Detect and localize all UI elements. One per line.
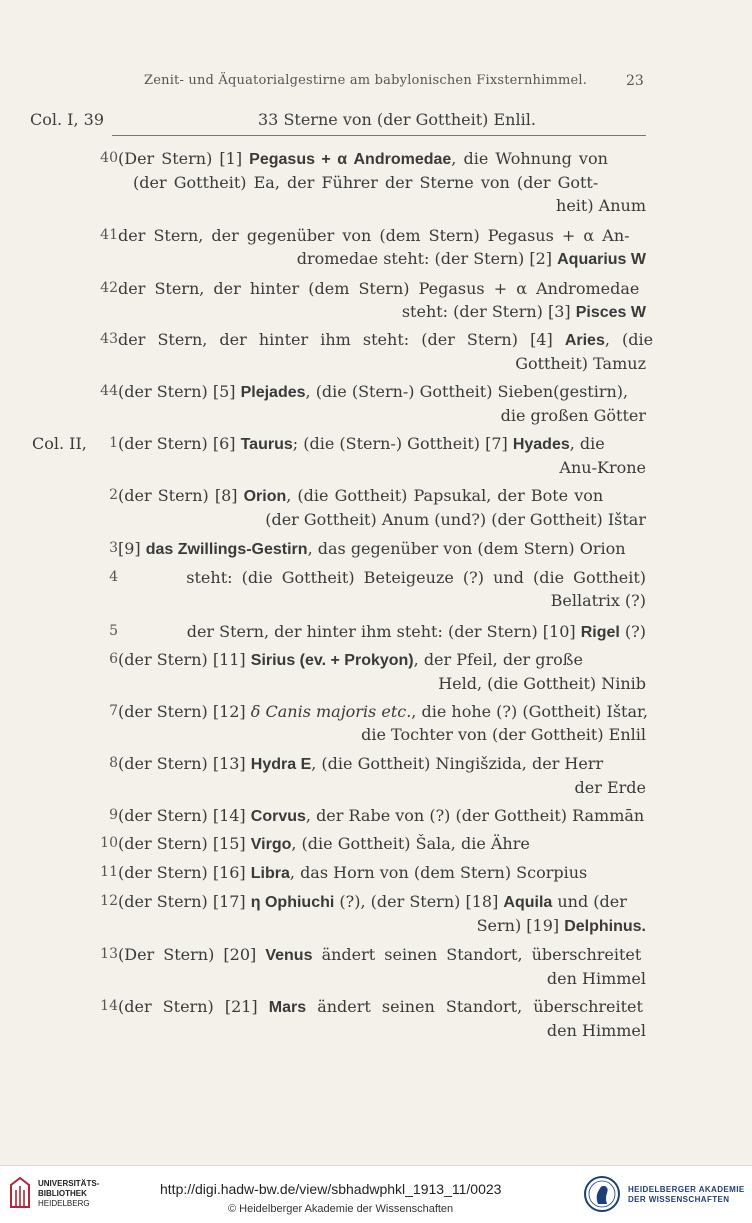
- entry-42: [100, 277, 646, 324]
- star-name: Pisces W: [575, 304, 646, 321]
- academy-seal-icon: [583, 1174, 621, 1214]
- library-name-line: BIBLIOTHEK: [38, 1189, 87, 1198]
- entry-text: (?), (der Stern) [18]: [334, 892, 504, 911]
- entry-text: (der Stern) [11]: [118, 650, 251, 669]
- star-name: Hyades: [512, 436, 570, 453]
- entry-text: (der Gottheit) Anum (und?) (der Gottheit) Ištar: [265, 510, 646, 529]
- entry-text: (der Stern) [14]: [118, 806, 251, 825]
- entry-text: , (die: [604, 330, 654, 349]
- entry-44: [100, 380, 646, 427]
- line-number: 6: [109, 651, 118, 667]
- entry-text: den Himmel: [546, 969, 646, 988]
- entry-col2-9: [109, 804, 646, 828]
- line-number: 43: [100, 331, 118, 347]
- star-name: Venus: [265, 947, 313, 964]
- star-name: Rigel: [580, 624, 620, 641]
- entry-43: [100, 328, 654, 375]
- entry-40: [100, 147, 646, 217]
- entry-text: und (der: [552, 892, 627, 911]
- line-number: 8: [109, 755, 118, 771]
- line-number: 1: [109, 435, 118, 451]
- star-name: das Zwillings-Gestirn: [145, 541, 308, 558]
- entry-text: (der Stern) [15]: [118, 834, 251, 853]
- entry-col2-12: [100, 890, 646, 938]
- line-number: 4: [109, 569, 118, 585]
- permalink-url[interactable]: http://digi.hadw-bw.de/view/sbhadwphkl_1913_11/0023: [160, 1181, 502, 1197]
- line-number: 9: [109, 807, 118, 823]
- line-number: 11: [100, 864, 118, 880]
- line-number: 12: [100, 893, 118, 909]
- line-number: 42: [100, 280, 118, 296]
- entry-text: , (die (Stern-) Gottheit) Sieben(gestirn),: [305, 382, 629, 401]
- entry-text: (der Stern) [17]: [118, 892, 251, 911]
- entry-text: (?): [619, 622, 646, 641]
- entry-col2-6: [109, 648, 646, 695]
- entry-text: steht: (der Stern) [3]: [401, 302, 576, 321]
- line-number: 13: [100, 946, 118, 962]
- academy-name-line: DER WISSENSCHAFTEN: [628, 1195, 730, 1204]
- entry-text: (Der Stern) [1]: [118, 149, 250, 168]
- entry-text: (der Stern) [12]: [118, 702, 251, 721]
- entry-text: (der Gottheit) Ea, der Führer der Sterne von (der Gott-: [133, 173, 599, 192]
- entry-text: (der Stern) [16]: [118, 863, 251, 882]
- column-label: Col. I, 39: [30, 110, 105, 129]
- star-name: Corvus: [250, 808, 306, 825]
- library-name-line: HEIDELBERG: [38, 1199, 90, 1208]
- entry-text: dromedae steht: (der Stern) [2]: [296, 249, 558, 268]
- entry-text: , (die Gottheit) Papsukal, der Bote von: [286, 486, 604, 505]
- entry-text: , das gegenüber von (dem Stern) Orion: [307, 539, 626, 558]
- line-number: 14: [100, 998, 118, 1014]
- entry-text: den Himmel: [546, 1021, 646, 1040]
- entry-text: , (die Gottheit) Šala, die Ähre: [291, 834, 530, 853]
- star-name: Hydra E: [250, 756, 312, 773]
- entry-text: , die hohe (?) (Gottheit) Ištar,: [411, 702, 648, 721]
- entry-text: Anu-Krone: [559, 458, 646, 477]
- library-name-line: UNIVERSITÄTS-: [38, 1179, 100, 1188]
- star-name: Aquila: [503, 894, 553, 911]
- entry-text: (der Stern) [21]: [118, 997, 269, 1016]
- entry-text: , (die Gottheit) Ningišzida, der Herr: [311, 754, 604, 773]
- header-rule: [112, 135, 646, 136]
- entry-text: die Tochter von (der Gottheit) Enlil: [361, 725, 646, 744]
- entry-text: (Der Stern) [20]: [118, 945, 266, 964]
- entry-text: Gottheit) Tamuz: [515, 354, 646, 373]
- entry-col2-8: [109, 752, 646, 799]
- entry-text: heit) Anum: [556, 196, 646, 215]
- copyright-notice: © Heidelberger Akademie der Wissenschaften: [228, 1203, 454, 1215]
- entry-col2-4: [109, 566, 646, 612]
- entry-text: , der Rabe von (?) (der Gottheit) Rammān: [305, 806, 645, 825]
- entry-text: der Stern, der hinter ihm steht: (der Stern) [4]: [118, 330, 565, 349]
- line-number: 3: [109, 540, 118, 556]
- line-number: 10: [100, 835, 118, 851]
- entry-text: (der Stern) [6]: [118, 434, 241, 453]
- entry-text: der Stern, der hinter ihm steht: (der Stern) [10]: [186, 622, 581, 641]
- column-label-2: Col. II,: [32, 434, 87, 453]
- entry-41: [100, 224, 646, 271]
- entry-text: der Stern, der hinter (dem Stern) Pegasus + α Andromedae: [118, 279, 640, 298]
- star-name: Plejades: [240, 384, 306, 401]
- entry-text: Bellatrix (?): [550, 591, 646, 610]
- line-number: 5: [109, 623, 118, 639]
- star-name: Sirius (ev. + Prokyon): [250, 652, 414, 669]
- entry-text: ; (die (Stern-) Gottheit) [7]: [292, 434, 513, 453]
- entry-text: (der Stern) [13]: [118, 754, 251, 773]
- page-number: 23: [626, 73, 644, 89]
- star-name: δ Canis majoris etc.: [250, 702, 412, 721]
- entry-col2-11: [100, 861, 646, 885]
- star-name: η Ophiuchi: [250, 894, 335, 911]
- line-number: 2: [109, 487, 118, 503]
- entry-col2-2: [109, 484, 646, 531]
- entry-text: [9]: [118, 539, 146, 558]
- entry-text: die großen Götter: [500, 406, 646, 425]
- entry-text: ändert seinen Standort, überschreitet: [306, 997, 643, 1016]
- section-title: 33 Sterne von (der Gottheit) Enlil.: [258, 110, 536, 129]
- entry-text: , die: [569, 434, 605, 453]
- line-number: 7: [109, 703, 118, 719]
- star-name: Mars: [268, 999, 307, 1016]
- line-number: 44: [100, 383, 118, 399]
- star-name: Libra: [250, 865, 290, 882]
- entry-text: (der Stern) [8]: [118, 486, 244, 505]
- star-name: Taurus: [240, 436, 293, 453]
- entry-col2-7: [109, 700, 648, 746]
- line-number: 40: [100, 150, 118, 166]
- entry-col2-1: [109, 432, 646, 479]
- entry-text: ändert seinen Standort, überschreitet: [312, 945, 642, 964]
- library-logo-icon: [8, 1176, 32, 1210]
- running-head-title: Zenit- und Äquatorialgestirne am babylonischen Fixsternhimmel.: [144, 73, 588, 88]
- star-name: Pegasus + α Andromedae: [249, 151, 452, 168]
- entry-text: , die Wohnung von: [451, 149, 608, 168]
- entry-col2-13: [100, 943, 646, 990]
- entry-text: Sern) [19]: [476, 916, 565, 935]
- academy-name: [628, 1185, 745, 1205]
- entry-col2-5: [109, 620, 646, 644]
- entry-text: steht: (die Gottheit) Beteigeuze (?) und (die Gottheit): [186, 568, 646, 587]
- academy-name-line: HEIDELBERGER AKADEMIE: [628, 1185, 745, 1194]
- entry-text: , der Pfeil, der große: [413, 650, 583, 669]
- star-name: Virgo: [250, 836, 292, 853]
- viewer-footer: [0, 1165, 752, 1223]
- entry-text: der Erde: [574, 778, 646, 797]
- entry-text: (der Stern) [5]: [118, 382, 241, 401]
- entry-text: Held, (die Gottheit) Ninib: [438, 674, 646, 693]
- line-number: 41: [100, 227, 118, 243]
- entry-col2-14: [100, 995, 646, 1042]
- library-name: [38, 1179, 99, 1209]
- entry-text: , das Horn von (dem Stern) Scorpius: [289, 863, 588, 882]
- entry-text: der Stern, der gegenüber von (dem Stern) Pegasus + α An-: [118, 226, 630, 245]
- star-name: Aries: [564, 332, 605, 349]
- entry-col2-3: [109, 537, 646, 561]
- star-name: Aquarius W: [557, 251, 646, 268]
- entry-col2-10: [100, 832, 646, 856]
- star-name: Orion: [243, 488, 287, 505]
- star-name: Delphinus.: [564, 918, 646, 935]
